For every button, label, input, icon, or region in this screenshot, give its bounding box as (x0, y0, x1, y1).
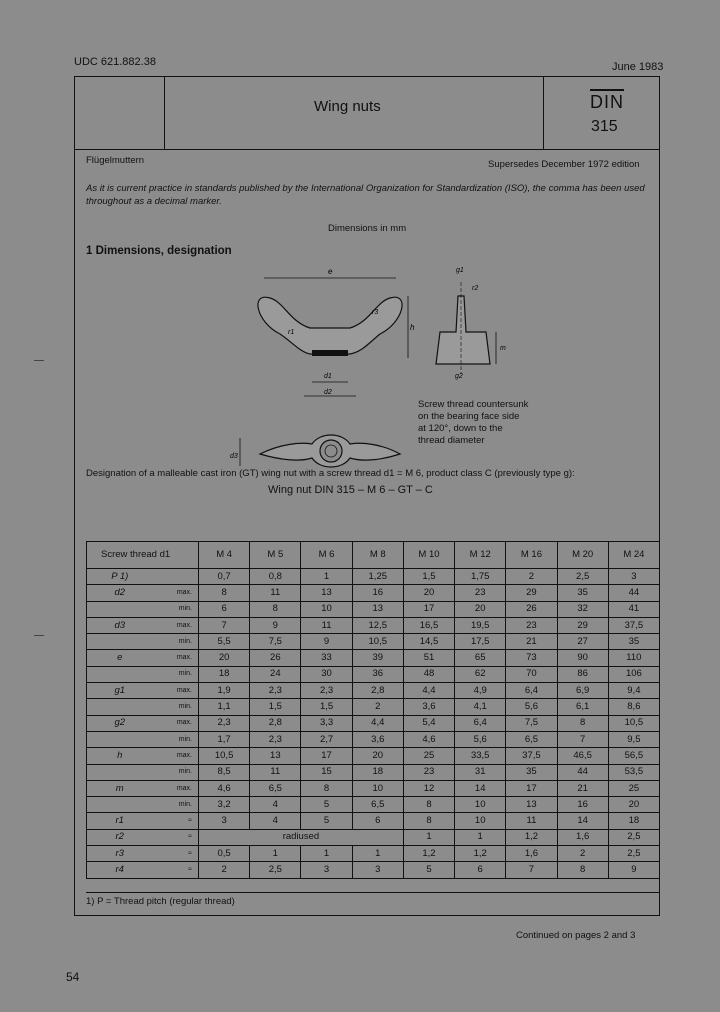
table-cell: 17 (403, 601, 454, 617)
table-cell: radiused (199, 829, 404, 845)
header-col: M 24 (608, 542, 659, 569)
table-cell: 44 (608, 585, 659, 601)
table-cell: 65 (455, 650, 506, 666)
table-cell: 7,5 (506, 715, 557, 731)
table-header-row (87, 542, 660, 569)
table-cell: 6 (352, 813, 403, 829)
table-cell: 2,5 (608, 829, 659, 845)
table-cell: 41 (608, 601, 659, 617)
table-cell: 1,9 (199, 683, 250, 699)
table-cell: 1,75 (455, 569, 506, 585)
table-cell: 10 (455, 797, 506, 813)
table-cell: 2 (506, 569, 557, 585)
table-cell: 39 (352, 650, 403, 666)
row-symbol: e (87, 650, 153, 666)
table-cell: 2,3 (199, 715, 250, 731)
table-row (87, 748, 660, 764)
iso-note: As it is current practice in standards published by the International Organization for Standardization (ISO), the comma has been used throughout as a decimal marker. (86, 183, 645, 207)
table-cell: 4,6 (403, 731, 454, 747)
row-symbol (87, 797, 153, 813)
table-cell: 51 (403, 650, 454, 666)
table-cell: 2,3 (250, 731, 301, 747)
row-symbol: r4 (87, 862, 153, 878)
table-cell: 1 (250, 846, 301, 862)
table-cell: 13 (506, 797, 557, 813)
table-cell: 3,3 (301, 715, 352, 731)
table-cell: 1,2 (506, 829, 557, 845)
table-cell: 20 (455, 601, 506, 617)
label-d3: d3 (230, 453, 238, 460)
row-symbol: P 1) (87, 569, 153, 585)
row-symbol: h (87, 748, 153, 764)
table-cell: 33 (301, 650, 352, 666)
table-cell: 44 (557, 764, 608, 780)
table-cell: 8,6 (608, 699, 659, 715)
table-cell: 5,6 (506, 699, 557, 715)
margin-mark (34, 635, 44, 636)
table-cell: 6,9 (557, 683, 608, 699)
table-cell: 14 (557, 813, 608, 829)
row-qualifier: ≈ (153, 862, 199, 878)
table-cell: 7,5 (250, 634, 301, 650)
row-symbol (87, 764, 153, 780)
section-heading: 1 Dimensions, designation (86, 245, 232, 257)
table-cell: 4 (250, 813, 301, 829)
table-cell: 11 (250, 764, 301, 780)
table-cell: 1 (403, 829, 454, 845)
table-cell: 53,5 (608, 764, 659, 780)
table-cell: 3,2 (199, 797, 250, 813)
row-symbol: r1 (87, 813, 153, 829)
table-cell: 26 (506, 601, 557, 617)
table-row (87, 780, 660, 796)
table-row (87, 699, 660, 715)
table-cell: 29 (557, 617, 608, 633)
table-cell: 3,6 (403, 699, 454, 715)
row-qualifier: max. (153, 748, 199, 764)
row-qualifier: ≈ (153, 829, 199, 845)
table-cell: 4 (250, 797, 301, 813)
table-row (87, 715, 660, 731)
table-cell: 35 (506, 764, 557, 780)
table-cell: 5 (301, 797, 352, 813)
table-cell: 31 (455, 764, 506, 780)
wing-outline (258, 297, 402, 354)
header-col: M 4 (199, 542, 250, 569)
table-cell: 29 (506, 585, 557, 601)
countersink-note-line: Screw thread countersunk (418, 399, 529, 410)
header-col: M 6 (301, 542, 352, 569)
row-symbol (87, 731, 153, 747)
row-qualifier: max. (153, 650, 199, 666)
table-cell: 6 (199, 601, 250, 617)
table-cell: 25 (403, 748, 454, 764)
header-col: M 10 (403, 542, 454, 569)
table-cell: 8 (301, 780, 352, 796)
table-cell: 33,5 (455, 748, 506, 764)
label-r2: r2 (472, 285, 479, 292)
table-cell: 7 (199, 617, 250, 633)
row-qualifier: min. (153, 634, 199, 650)
table-row (87, 829, 660, 845)
table-cell: 10,5 (608, 715, 659, 731)
label-m: m (500, 345, 506, 352)
table-cell: 20 (352, 748, 403, 764)
supersedes-note: Supersedes December 1972 edition (488, 159, 640, 170)
table-cell: 30 (301, 666, 352, 682)
wing-nut-drawing (200, 262, 530, 482)
table-cell: 6,4 (455, 715, 506, 731)
label-h: h (410, 323, 415, 332)
table-cell: 2,3 (250, 683, 301, 699)
publication-date: June 1983 (612, 61, 664, 73)
table-cell: 37,5 (608, 617, 659, 633)
table-cell: 24 (250, 666, 301, 682)
table-cell: 8 (557, 862, 608, 878)
table-cell: 18 (199, 666, 250, 682)
row-symbol: g1 (87, 683, 153, 699)
row-symbol: r3 (87, 846, 153, 862)
table-cell: 1,5 (250, 699, 301, 715)
table-cell: 8 (403, 797, 454, 813)
table-cell: 10 (455, 813, 506, 829)
table-cell: 8 (250, 601, 301, 617)
table-cell: 20 (403, 585, 454, 601)
table-cell: 7 (506, 862, 557, 878)
row-qualifier (153, 569, 199, 585)
row-qualifier: min. (153, 797, 199, 813)
table-cell: 26 (250, 650, 301, 666)
table-cell: 2 (557, 846, 608, 862)
table-cell: 73 (506, 650, 557, 666)
din-logo (590, 89, 624, 113)
table-cell: 1,25 (352, 569, 403, 585)
table-cell: 25 (608, 780, 659, 796)
table-cell: 6,5 (506, 731, 557, 747)
table-cell: 15 (301, 764, 352, 780)
label-d2: d2 (324, 389, 332, 396)
table-cell: 0,8 (250, 569, 301, 585)
label-e: e (328, 267, 333, 276)
din-logo-text: DIN (590, 92, 624, 112)
table-cell: 6 (455, 862, 506, 878)
table-cell: 2 (352, 699, 403, 715)
margin-mark (34, 360, 44, 361)
footnote: 1) P = Thread pitch (regular thread) (86, 892, 660, 907)
table-cell: 0,7 (199, 569, 250, 585)
table-cell: 12,5 (352, 617, 403, 633)
row-symbol: d3 (87, 617, 153, 633)
table-row (87, 683, 660, 699)
dimensions-unit: Dimensions in mm (328, 223, 407, 234)
table-cell: 36 (352, 666, 403, 682)
table-cell: 23 (506, 617, 557, 633)
label-d1: d1 (324, 373, 332, 380)
table-cell: 11 (301, 617, 352, 633)
table-cell: 4,4 (403, 683, 454, 699)
table-row (87, 813, 660, 829)
countersink-note-line: at 120°, down to the (418, 423, 503, 434)
table-cell: 6,1 (557, 699, 608, 715)
table-cell: 6,4 (506, 683, 557, 699)
table-cell: 9,4 (608, 683, 659, 699)
table-cell: 35 (608, 634, 659, 650)
table-cell: 86 (557, 666, 608, 682)
table-cell: 1 (301, 569, 352, 585)
table-cell: 8 (199, 585, 250, 601)
table-cell: 23 (455, 585, 506, 601)
table-cell: 5,6 (455, 731, 506, 747)
table-cell: 110 (608, 650, 659, 666)
header-screw-thread: Screw thread d1 (87, 542, 199, 569)
table-cell: 1 (455, 829, 506, 845)
table-cell: 13 (352, 601, 403, 617)
din-number: 315 (591, 118, 618, 135)
table-cell: 2,8 (250, 715, 301, 731)
table-cell: 1,5 (301, 699, 352, 715)
table-cell: 106 (608, 666, 659, 682)
table-cell: 2,5 (250, 862, 301, 878)
table-cell: 62 (455, 666, 506, 682)
countersink-note-line: thread diameter (418, 435, 485, 446)
row-symbol: m (87, 780, 153, 796)
table-row (87, 650, 660, 666)
nut-base (312, 350, 348, 356)
table-cell: 10 (301, 601, 352, 617)
label-g2: g2 (455, 373, 463, 380)
row-symbol (87, 666, 153, 682)
table-cell: 32 (557, 601, 608, 617)
table-cell: 21 (506, 634, 557, 650)
table-cell: 4,4 (352, 715, 403, 731)
table-cell: 70 (506, 666, 557, 682)
table-cell: 4,9 (455, 683, 506, 699)
table-cell: 3,6 (352, 731, 403, 747)
table-cell: 11 (250, 585, 301, 601)
row-qualifier: min. (153, 601, 199, 617)
table-cell: 6,5 (352, 797, 403, 813)
table-row (87, 764, 660, 780)
row-qualifier: ≈ (153, 813, 199, 829)
row-qualifier: min. (153, 699, 199, 715)
header-col: M 5 (250, 542, 301, 569)
table-cell: 11 (506, 813, 557, 829)
table-cell: 9 (608, 862, 659, 878)
dimensions-table (86, 541, 660, 879)
table-cell: 8 (557, 715, 608, 731)
din-logo-bar (590, 89, 624, 91)
row-qualifier: max. (153, 780, 199, 796)
table-cell: 37,5 (506, 748, 557, 764)
table-cell: 10 (352, 780, 403, 796)
row-qualifier: max. (153, 715, 199, 731)
table-row (87, 585, 660, 601)
table-row (87, 862, 660, 878)
table-cell: 14 (455, 780, 506, 796)
table-cell: 2 (199, 862, 250, 878)
table-cell: 18 (608, 813, 659, 829)
row-symbol (87, 634, 153, 650)
table-cell: 14,5 (403, 634, 454, 650)
table-cell: 6,5 (250, 780, 301, 796)
row-qualifier: min. (153, 731, 199, 747)
table-row (87, 797, 660, 813)
page-number: 54 (66, 970, 80, 984)
table-cell: 3 (301, 862, 352, 878)
table-cell: 9 (301, 634, 352, 650)
table-cell: 1 (301, 846, 352, 862)
header-col: M 20 (557, 542, 608, 569)
table-cell: 10,5 (352, 634, 403, 650)
row-qualifier: max. (153, 617, 199, 633)
table-cell: 13 (301, 585, 352, 601)
thread-hole (320, 440, 342, 462)
table-row (87, 666, 660, 682)
header-divider (164, 77, 165, 149)
table-cell: 2,5 (557, 569, 608, 585)
label-r3: r3 (372, 309, 379, 316)
table-cell: 9 (250, 617, 301, 633)
table-cell: 3 (608, 569, 659, 585)
table-cell: 3 (352, 862, 403, 878)
designation-example: Wing nut DIN 315 – M 6 – GT – C (268, 484, 433, 496)
label-g1: g1 (456, 267, 464, 274)
table-cell: 8,5 (199, 764, 250, 780)
table-cell: 27 (557, 634, 608, 650)
row-symbol (87, 699, 153, 715)
table-cell: 3 (199, 813, 250, 829)
designation-text: Designation of a malleable cast iron (GT) wing nut with a screw thread d1 = M 6, product class C (previously type g): (86, 468, 575, 479)
table-cell: 1,2 (403, 846, 454, 862)
table-cell: 2,8 (352, 683, 403, 699)
table-cell: 20 (199, 650, 250, 666)
label-r1: r1 (288, 329, 295, 336)
table-cell: 10,5 (199, 748, 250, 764)
table-cell: 4,1 (455, 699, 506, 715)
table-cell: 46,5 (557, 748, 608, 764)
table-cell: 13 (250, 748, 301, 764)
table-cell: 2,7 (301, 731, 352, 747)
table-cell: 16 (352, 585, 403, 601)
row-symbol: r2 (87, 829, 153, 845)
row-symbol: g2 (87, 715, 153, 731)
table-cell: 21 (557, 780, 608, 796)
table-cell: 2,3 (301, 683, 352, 699)
row-symbol: d2 (87, 585, 153, 601)
table-cell: 5,4 (403, 715, 454, 731)
row-qualifier: min. (153, 666, 199, 682)
table-cell: 17 (301, 748, 352, 764)
header-col: M 12 (455, 542, 506, 569)
table-cell: 1,1 (199, 699, 250, 715)
table-row (87, 731, 660, 747)
table-cell: 1,6 (506, 846, 557, 862)
header-col: M 8 (352, 542, 403, 569)
row-qualifier: max. (153, 585, 199, 601)
table-cell: 1 (352, 846, 403, 862)
table-cell: 8 (403, 813, 454, 829)
table-cell: 23 (403, 764, 454, 780)
table-cell: 4,6 (199, 780, 250, 796)
table-cell: 1,2 (455, 846, 506, 862)
udc-number: UDC 621.882.38 (74, 56, 156, 68)
row-qualifier: ≈ (153, 846, 199, 862)
table-cell: 16 (557, 797, 608, 813)
german-title: Flügelmuttern (86, 155, 145, 166)
continued-note: Continued on pages 2 and 3 (516, 930, 636, 941)
table-cell: 2,5 (608, 846, 659, 862)
table-row (87, 617, 660, 633)
row-symbol (87, 601, 153, 617)
table-cell: 90 (557, 650, 608, 666)
header-divider (543, 77, 544, 149)
row-qualifier: max. (153, 683, 199, 699)
table-cell: 20 (608, 797, 659, 813)
table-row (87, 569, 660, 585)
table-cell: 12 (403, 780, 454, 796)
table-cell: 17 (506, 780, 557, 796)
table-cell: 17,5 (455, 634, 506, 650)
table-cell: 35 (557, 585, 608, 601)
table-row (87, 846, 660, 862)
table-cell: 5,5 (199, 634, 250, 650)
document-title: Wing nuts (314, 98, 381, 115)
table-cell: 48 (403, 666, 454, 682)
table-cell: 16,5 (403, 617, 454, 633)
row-qualifier: min. (153, 764, 199, 780)
countersink-note-line: on the bearing face side (418, 411, 520, 422)
countersink-note (418, 399, 548, 447)
table-cell: 0,5 (199, 846, 250, 862)
table-cell: 5 (301, 813, 352, 829)
table-row (87, 634, 660, 650)
table-cell: 18 (352, 764, 403, 780)
table-row (87, 601, 660, 617)
table-cell: 56,5 (608, 748, 659, 764)
table-cell: 19,5 (455, 617, 506, 633)
table-cell: 9,5 (608, 731, 659, 747)
table-cell: 1,7 (199, 731, 250, 747)
table-cell: 1,5 (403, 569, 454, 585)
side-view-outline (436, 296, 490, 364)
table-cell: 7 (557, 731, 608, 747)
table-cell: 1,6 (557, 829, 608, 845)
table-cell: 5 (403, 862, 454, 878)
header-col: M 16 (506, 542, 557, 569)
